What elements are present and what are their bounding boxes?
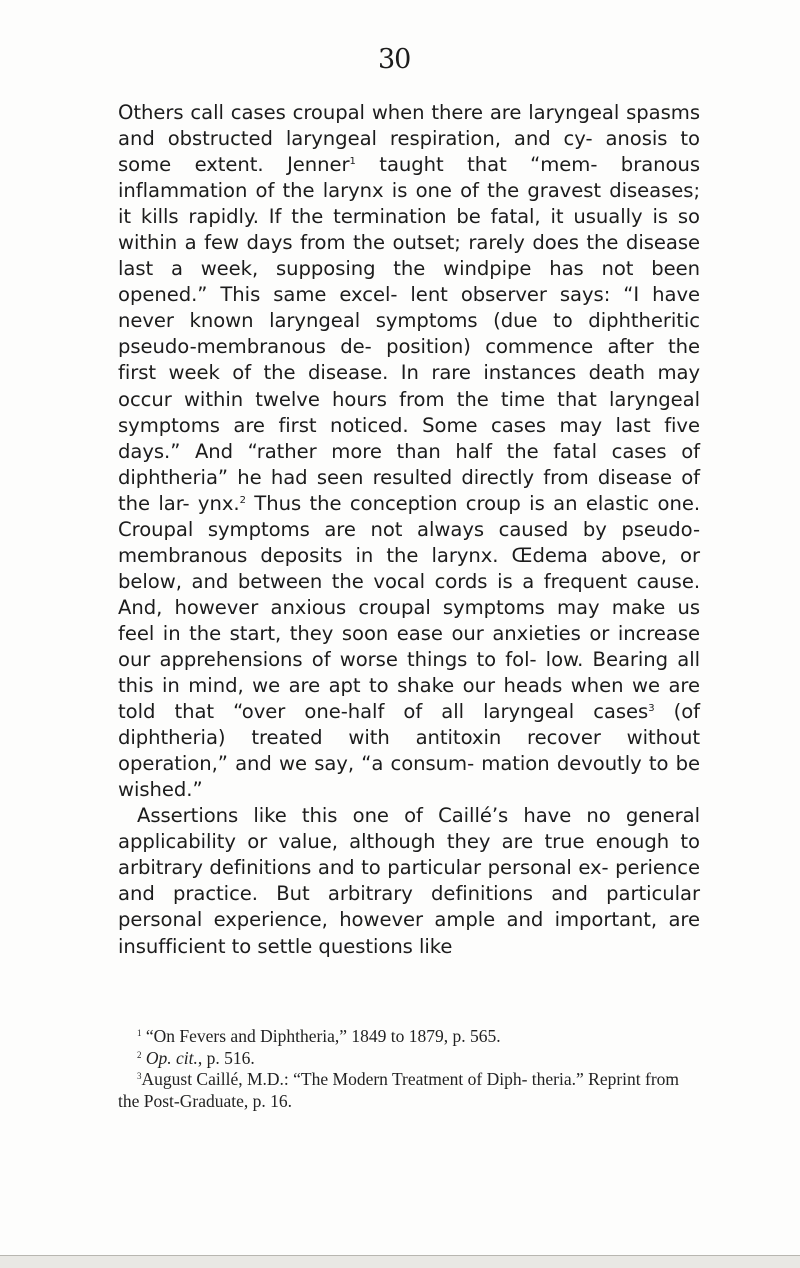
page-bottom-edge xyxy=(0,1255,800,1268)
paragraph-1-part-2: taught that “mem- branous inflammation of the larynx is one of the gravest diseases; it kills rapidly. If the termination be fatal, it usually is so within a few days from the outset; rarely does the disease last a week, supposing the windpipe has not been opened.” This same excel- lent observer says: “I have never known laryngeal symptoms (due to diphtheritic pseudo-membranous de- position) commence after the first week of the disease. In rare instances death may occur within twelve hours from the time that laryngeal symptoms are first noticed. Some cases may last five days.” And “rather more than half the fatal cases of diphtheria” he had seen resulted directly from disease of the lar- ynx. xyxy=(118,153,700,515)
footnote-1-mark: 1 xyxy=(137,1028,142,1038)
paragraph-1-part-4: (of diphtheria) treated with antitoxin recover without operation,” and we say, “a consum- mation devoutly to be wished.” xyxy=(118,700,700,802)
page-number: 30 xyxy=(378,44,411,75)
footnote-3 xyxy=(118,1069,702,1112)
footnote-2 xyxy=(118,1048,702,1070)
body-text xyxy=(118,100,700,960)
footnote-2-text: , p. 516. xyxy=(197,1047,255,1068)
footnote-2-italic: Op. cit. xyxy=(145,1047,198,1068)
footnote-ref-1: 1 xyxy=(349,156,356,168)
footnote-1-text: “On Fevers and Diphtheria,” 1849 to 1879, p. 565. xyxy=(141,1026,501,1046)
footnote-ref-2: 2 xyxy=(239,494,246,506)
paragraph-2: Assertions like this one of Caillé’s have no general applicability or value, although they are true enough to arbitrary definitions and to particular personal ex- perience and practice. But arbitrary definitions and particular personal experience, however ample and important, are insufficient to settle questions like xyxy=(118,804,700,958)
footnote-ref-3: 3 xyxy=(648,703,655,715)
footnote-1 xyxy=(118,1026,702,1048)
paragraph-1-part-3: Thus the conception croup is an elastic one. Croupal symptoms are not always caused by pseudo- membranous deposits in the larynx. Œdema above, or below, and between the vocal cords is a frequent cause. And, however anxious croupal symptoms may make us feel in the start, they soon ease our anxieties or increase our apprehensions of worse things to fol- low. Bearing all this in mind, we are apt to shake our heads when we are told that “over one-half of all laryngeal cases xyxy=(118,491,701,724)
footnote-3-text: August Caillé, M.D.: “The Modern Treatment of Diph- theria.” Reprint from the Post-Graduate, p. 16. xyxy=(118,1069,680,1111)
footnotes xyxy=(118,1026,702,1112)
footnote-2-mark: 2 xyxy=(137,1049,142,1060)
footnote-3-mark: 3 xyxy=(137,1071,142,1081)
paragraph-1 xyxy=(118,100,700,803)
paragraph-1-part-1: Others call cases croupal when there are laryngeal spasms and obstructed laryngeal respiration, and cy- anosis to some extent. Jenner xyxy=(118,101,700,177)
